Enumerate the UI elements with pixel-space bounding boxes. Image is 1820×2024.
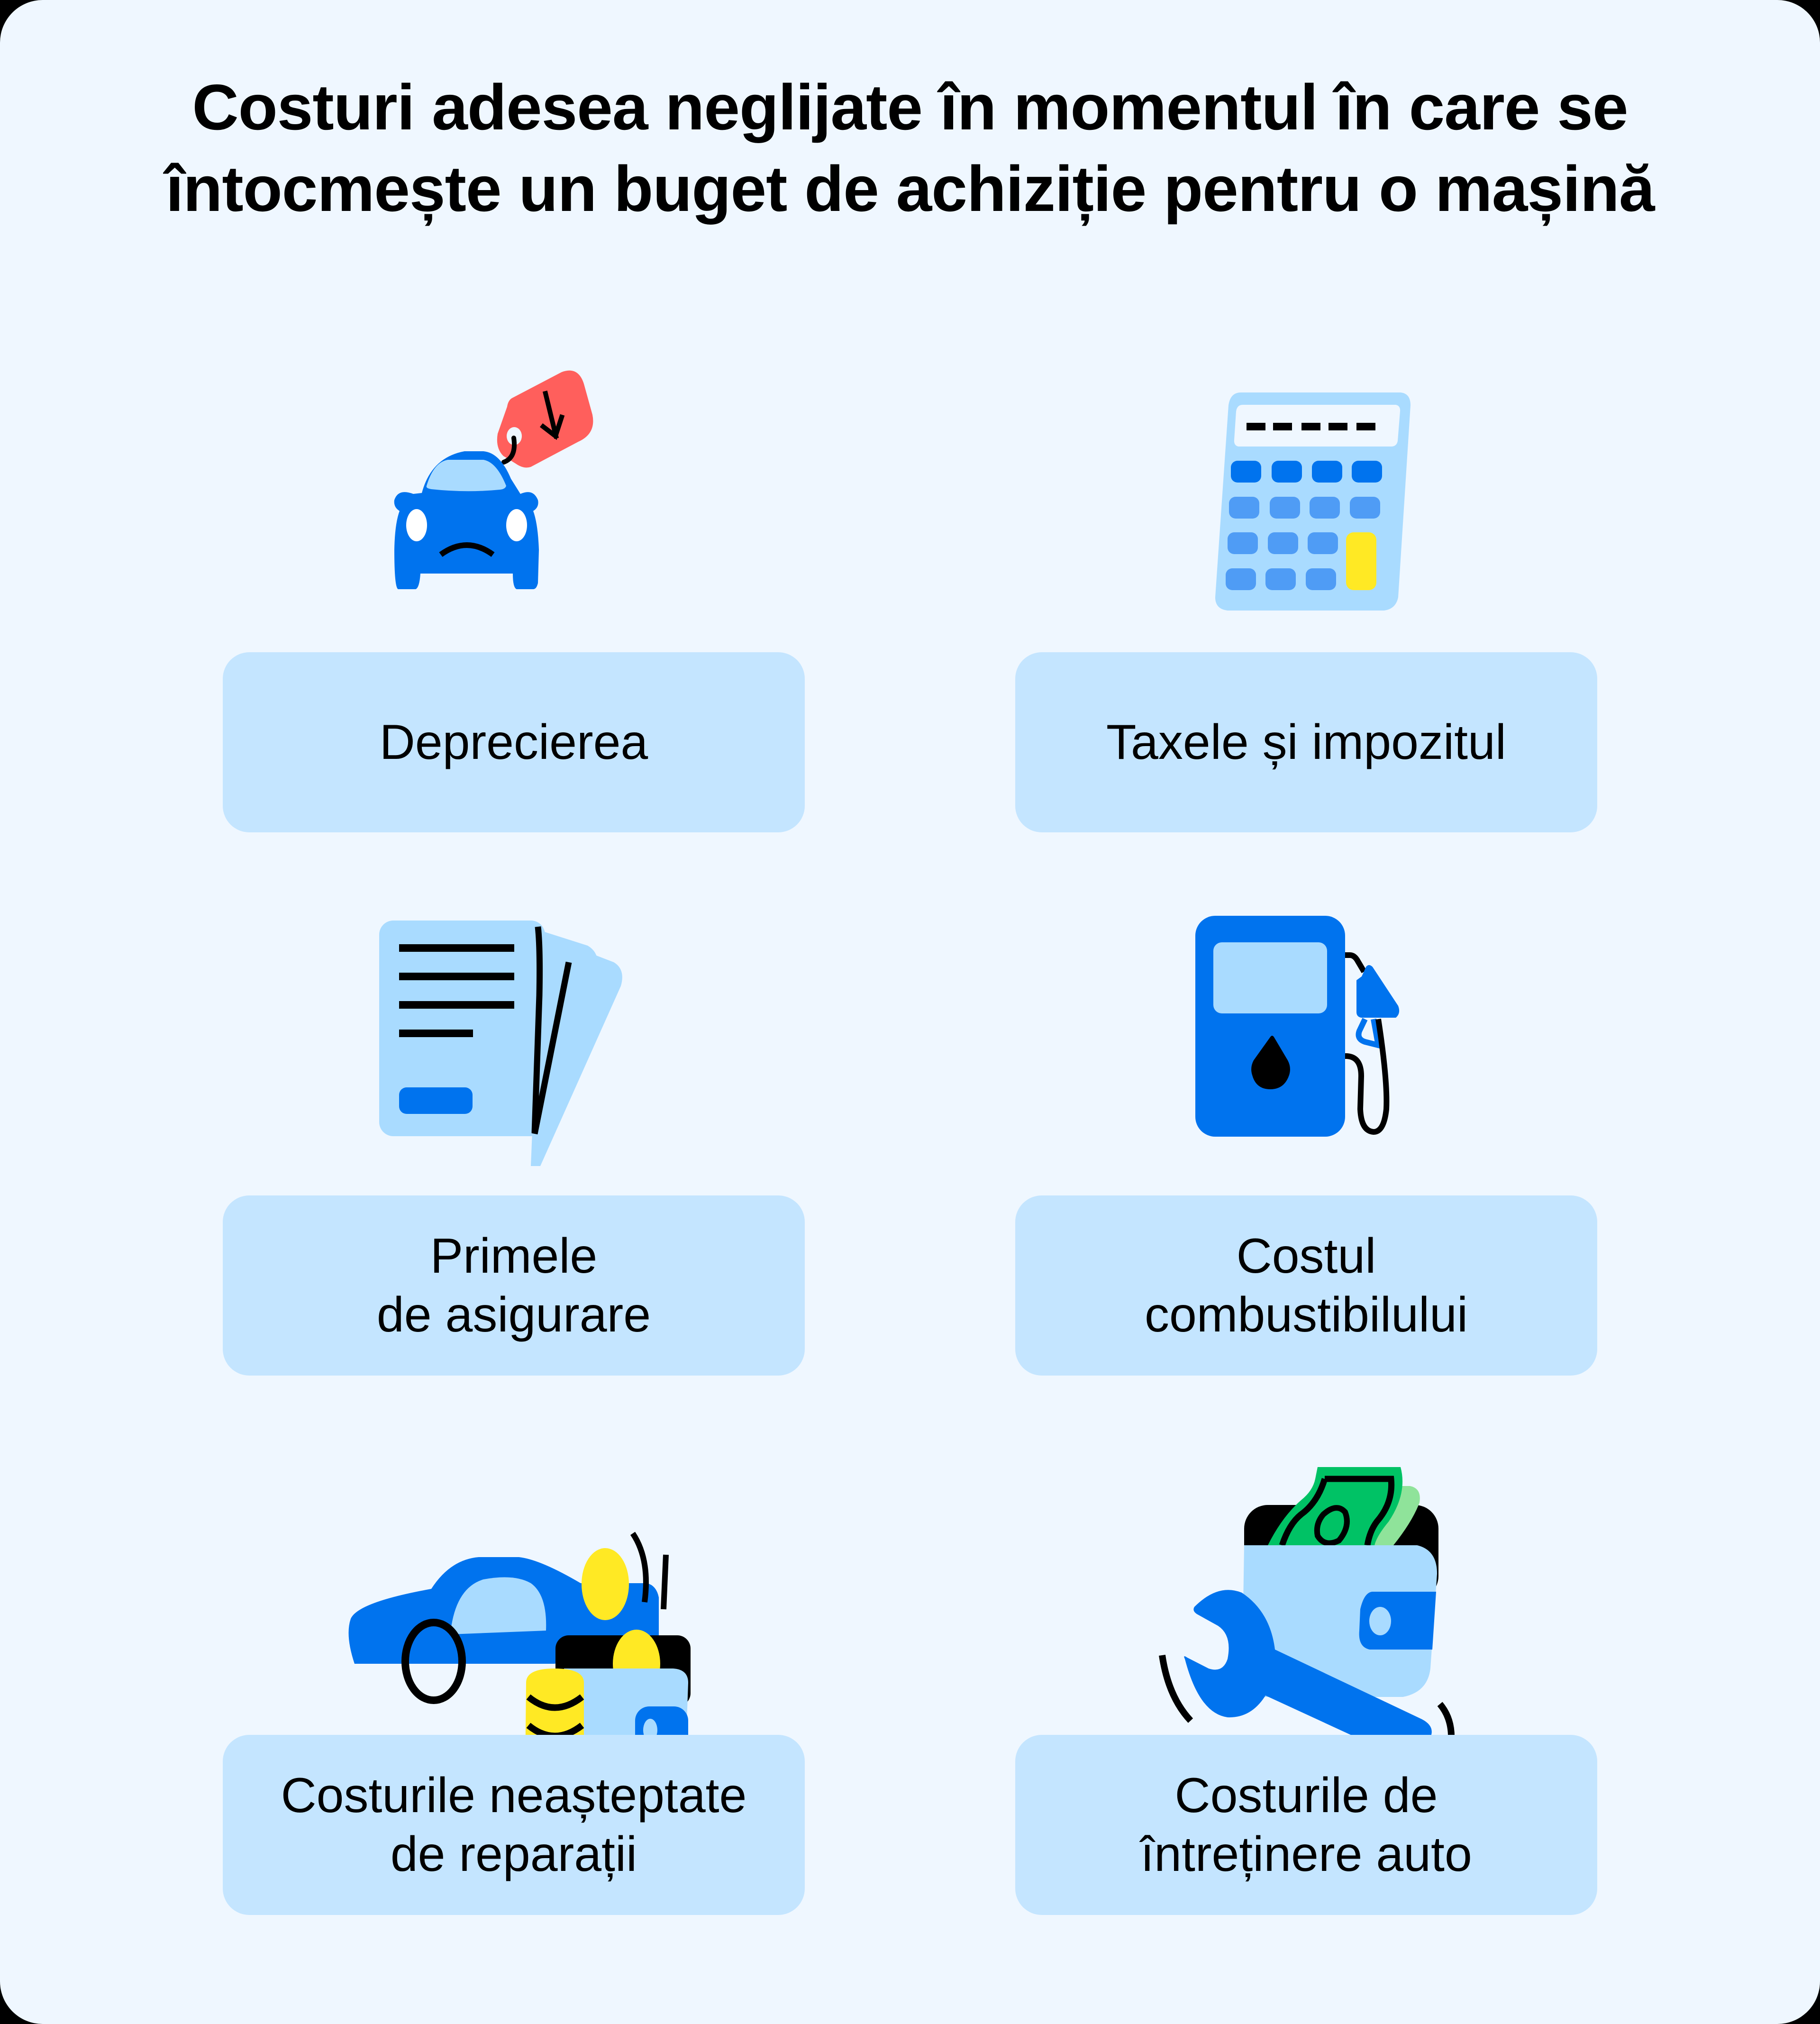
label-text-line-1: Costurile neașteptate xyxy=(281,1768,747,1823)
label-text: Taxele și impozitul xyxy=(1106,715,1506,770)
car-price-drop-icon xyxy=(370,351,739,616)
label-text-line-1: Primele xyxy=(430,1229,598,1284)
label-text-line-2: de reparații xyxy=(390,1827,637,1882)
title-line-1: Costuri adesea neglijate în momentul în care se xyxy=(192,71,1628,143)
label-depreciation xyxy=(223,652,805,832)
label-text-line-1: Costul xyxy=(1236,1229,1376,1284)
car-repair-costs-icon xyxy=(332,1507,711,1706)
label-unexpected-repairs xyxy=(223,1735,805,1915)
label-text-line-2: combustibilului xyxy=(1144,1287,1468,1342)
label-insurance-premiums xyxy=(223,1195,805,1376)
wallet-wrench-icon xyxy=(1138,1450,1469,1706)
page-title xyxy=(0,66,1820,229)
calculator-icon xyxy=(1185,370,1450,616)
label-text-line-2: de asigurare xyxy=(376,1287,651,1342)
fuel-pump-icon xyxy=(1175,901,1441,1166)
title-line-2: întocmește un buget de achiziție pentru o mașină xyxy=(165,153,1655,225)
label-fuel-cost xyxy=(1015,1195,1597,1376)
insurance-documents-icon xyxy=(360,901,673,1166)
label-text-line-2: întreținere auto xyxy=(1140,1827,1472,1882)
label-maintenance-costs xyxy=(1015,1735,1597,1915)
label-text-line-1: Costurile de xyxy=(1174,1768,1438,1823)
label-taxes xyxy=(1015,652,1597,832)
label-text: Deprecierea xyxy=(379,715,648,770)
